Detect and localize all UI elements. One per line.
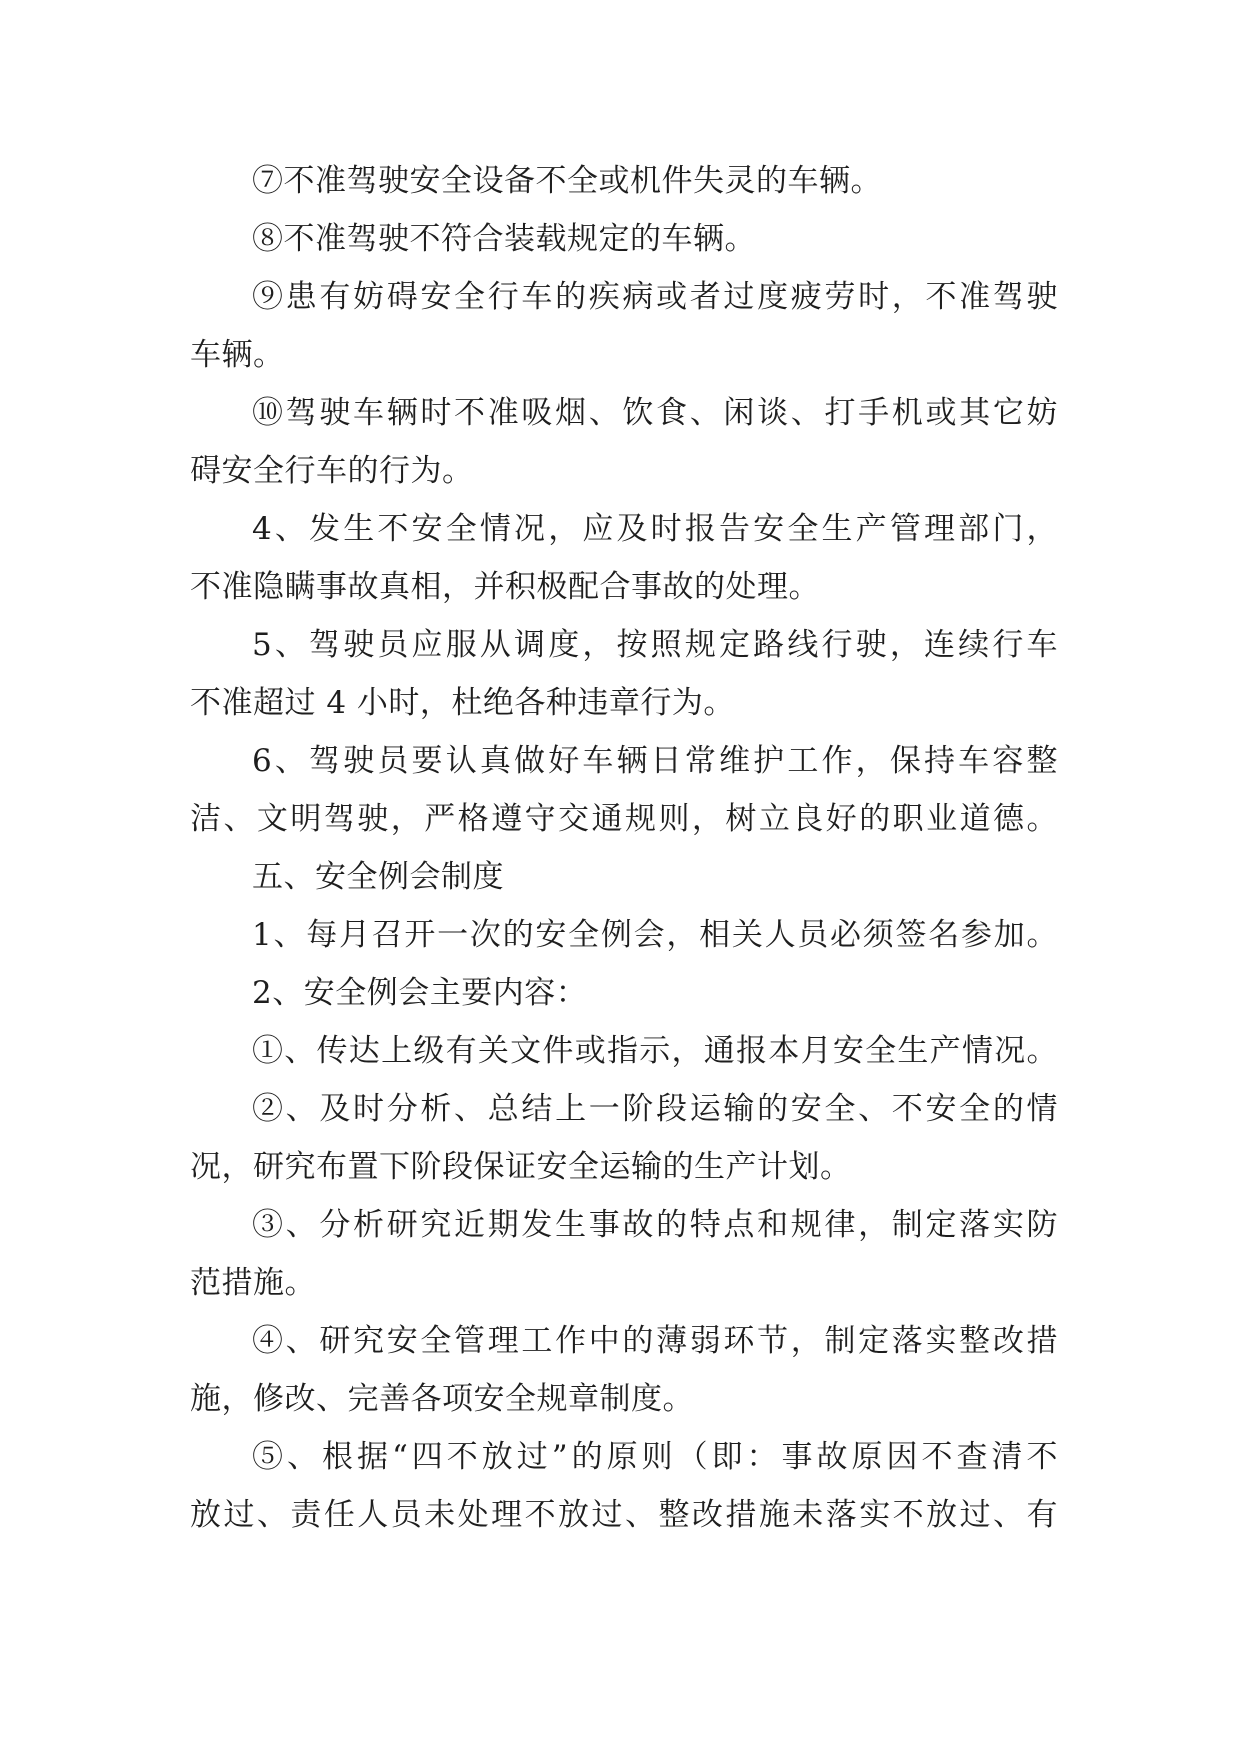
document-body xyxy=(190,152,1058,1544)
text-line: 施，修改、完善各项安全规章制度。 xyxy=(190,1381,694,1417)
text-line: 放过、责任人员未处理不放过、整改措施未落实不放过、有 xyxy=(190,1497,1058,1533)
text-line: ①、传达上级有关文件或指示，通报本月安全生产情况。 xyxy=(252,1033,1058,1069)
text-line: ⑩驾驶车辆时不准吸烟、饮食、闲谈、打手机或其它妨 xyxy=(252,395,1058,431)
text-line: 6、驾驶员要认真做好车辆日常维护工作，保持车容整 xyxy=(252,743,1058,779)
text-line: 洁、文明驾驶，严格遵守交通规则，树立良好的职业道德。 xyxy=(190,801,1058,837)
text-line: 不准隐瞒事故真相，并积极配合事故的处理。 xyxy=(190,569,820,605)
text-line: ②、及时分析、总结上一阶段运输的安全、不安全的情 xyxy=(252,1091,1058,1127)
text-line: ④、研究安全管理工作中的薄弱环节，制定落实整改措 xyxy=(252,1323,1058,1359)
text-line: 5、驾驶员应服从调度，按照规定路线行驶，连续行车 xyxy=(252,627,1058,663)
text-line: ③、分析研究近期发生事故的特点和规律，制定落实防 xyxy=(252,1207,1058,1243)
text-line: ⑨患有妨碍安全行车的疾病或者过度疲劳时，不准驾驶 xyxy=(252,279,1058,315)
text-line: 1、每月召开一次的安全例会，相关人员必须签名参加。 xyxy=(252,917,1058,953)
text-line: 不准超过 4 小时，杜绝各种违章行为。 xyxy=(190,685,735,721)
text-line: ⑦不准驾驶安全设备不全或机件失灵的车辆。 xyxy=(252,163,882,199)
text-line: 碍安全行车的行为。 xyxy=(190,453,474,489)
text-line: 2、安全例会主要内容： xyxy=(252,975,588,1011)
text-line: 况，研究布置下阶段保证安全运输的生产计划。 xyxy=(190,1149,852,1185)
text-line: 车辆。 xyxy=(190,337,285,373)
text-line: 4、发生不安全情况，应及时报告安全生产管理部门， xyxy=(252,511,1058,547)
text-line: ⑧不准驾驶不符合装载规定的车辆。 xyxy=(252,221,756,257)
text-line: ⑤、根据“四不放过”的原则（即：事故原因不查清不 xyxy=(252,1439,1058,1475)
text-line: 范措施。 xyxy=(190,1265,316,1301)
text-line: 五、安全例会制度 xyxy=(252,859,504,895)
